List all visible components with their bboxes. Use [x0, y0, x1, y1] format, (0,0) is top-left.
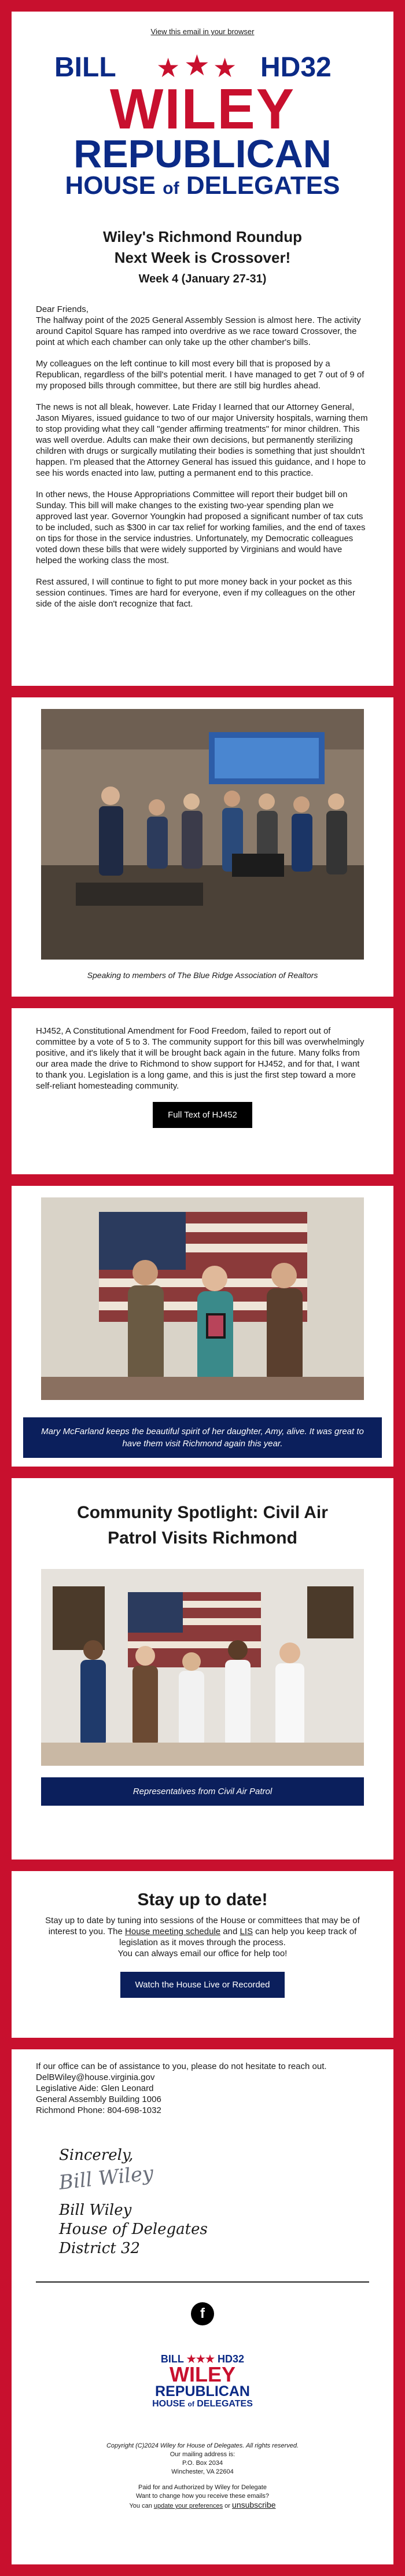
- contact-card: [12, 2049, 393, 2564]
- signoff-district: District 32: [59, 2240, 141, 2257]
- spotlight-title: Community Spotlight: Civil Air Patrol Visits Richmond: [77, 1503, 328, 1548]
- logo-wiley: WILEY: [109, 77, 296, 141]
- sincerely: Sincerely,: [59, 2147, 134, 2164]
- hj452-full-text-button[interactable]: Full Text of HJ452: [153, 1102, 252, 1128]
- stay-title: Stay up to date!: [137, 1890, 268, 1909]
- footer-legal: [12, 2442, 393, 2511]
- stay-up-to-date-card: [12, 1871, 393, 2038]
- header-card: [12, 12, 393, 686]
- update-preferences-link[interactable]: update your preferences: [153, 2502, 223, 2509]
- spotlight-caption: Representatives from Civil Air Patrol: [41, 1777, 364, 1806]
- stay-text: Stay up to date by tuning into sessions of the House or committees that may be of interest to you. The House meeting schedule and LIS can help you keep track of legislation as it moves through the process.: [45, 1916, 360, 1947]
- newsletter-week: Week 4 (January 27-31): [138, 273, 267, 285]
- hj452-text: HJ452, A Constitutional Amendment for Food Freedom, failed to report out of committee by a vote of 5 to 3. The community support for this bill was overwhelmingly positive, and it's likely that it will be brought back again in the future. Many folks from our area made the drive to Richmond to show support for HJ452, and for that, I want to thank you. Legislation is a long game, and this is just the first step toward a more self-reliant homesteading community.: [36, 1026, 365, 1091]
- signoff-name: Bill Wiley: [59, 2202, 132, 2219]
- newsletter-title: Wiley's Richmond Roundup: [103, 228, 302, 245]
- campaign-logo: [41, 49, 365, 202]
- star-icon: ★: [184, 49, 210, 82]
- realtors-photo-scene: [41, 709, 364, 960]
- city: Winchester, VA 22604: [171, 2468, 234, 2475]
- civil-air-patrol-photo: [41, 1569, 364, 1766]
- copyright: Copyright (C)2024 Wiley for House of Delegates. All rights reserved.: [106, 2442, 299, 2449]
- hj452-card: [12, 1008, 393, 1174]
- office-address: General Assembly Building 1006: [36, 2094, 161, 2104]
- handwritten-signature: Bill Wiley: [57, 2161, 155, 2195]
- paid-for: Paid for and Authorized by Wiley for Delegate: [138, 2484, 267, 2491]
- logo-house-of-delegates: HOUSE of DELEGATES: [65, 171, 340, 200]
- divider: [36, 2281, 369, 2283]
- star-icon: ★: [213, 53, 237, 83]
- photo1-caption: Speaking to members of The Blue Ridge Association of Realtors: [87, 971, 318, 980]
- newsletter-subtitle: Next Week is Crossover!: [114, 249, 291, 266]
- civil-air-patrol-photo-scene: [41, 1569, 364, 1766]
- signoff: [12, 2116, 393, 2258]
- mcfarland-photo: [41, 1197, 364, 1400]
- logo-republican: REPUBLICAN: [73, 132, 332, 176]
- greeting: Dear Friends,: [36, 304, 89, 314]
- footer-logo: BILL ★★★ HD32 WILEY REPUBLICAN HOUSE of DELEGATES: [152, 2353, 253, 2409]
- watch-house-live-button[interactable]: Watch the House Live or Recorded: [120, 1972, 285, 1998]
- lis-link[interactable]: LIS: [240, 1927, 253, 1936]
- po-box: P.O. Box 2034: [182, 2460, 223, 2467]
- body-paragraph: The halfway point of the 2025 General Assembly Session is almost here. The activity around Capitol Square has ramped into overdrive as we race toward Crossover, the point at which each chamber can only take up the other chamber's bills.: [36, 315, 361, 347]
- logo-bill: BILL: [54, 52, 116, 83]
- logo-district: HD32: [260, 52, 332, 83]
- spotlight-card: [12, 1478, 393, 1860]
- mailing-label: Our mailing address is:: [170, 2451, 235, 2458]
- stay-email-note: You can always email our office for help too!: [117, 1949, 288, 1958]
- signoff-house: House of Delegates: [59, 2221, 208, 2238]
- star-icon: ★: [156, 53, 181, 83]
- legislative-aide: Legislative Aide: Glen Leonard: [36, 2083, 154, 2093]
- unsubscribe-link[interactable]: unsubscribe: [232, 2500, 276, 2509]
- contact-intro: If our office can be of assistance to you, please do not hesitate to reach out.: [36, 2061, 327, 2071]
- body-paragraph: Rest assured, I will continue to fight to put more money back in your pocket as this session continues. Times are hard for everyone, even if my colleagues on the other side of the aisle don't recognize that fact.: [36, 577, 355, 609]
- contact-email[interactable]: DelBWiley@house.virginia.gov: [36, 2072, 155, 2082]
- facebook-icon[interactable]: f: [191, 2302, 214, 2325]
- photo1-card: [12, 697, 393, 997]
- photo2-caption: Mary McFarland keeps the beautiful spirit of her daughter, Amy, alive. It was great to have them visit Richmond again this year.: [23, 1417, 382, 1458]
- change-prefs-note: Want to change how you receive these emails?: [135, 2493, 270, 2500]
- mcfarland-photo-scene: [41, 1197, 364, 1400]
- preferences-line: You can update your preferences or unsubscribe: [129, 2500, 276, 2509]
- house-meeting-schedule-link[interactable]: House meeting schedule: [125, 1927, 221, 1936]
- body-paragraph: The news is not all bleak, however. Late Friday I learned that our Attorney General, Jason Miyares, issued guidance to two of our major University hospitals, warning them to stop providing what they call "gender affirming treatments" for minor children. This was well overdue. Adults can make their own decisions, but permanently sterilizing children with drugs or surgically mutilating their bodies is something that just shouldn't happen. I'm pleased that the Attorney General has issued this guidance, and I hope to see his words enacted into law, putting a permanent end to this practice.: [36, 402, 368, 478]
- body-paragraph: My colleagues on the left continue to kill most every bill that is proposed by a Republican, regardless of the bill's potential merit. I have managed to get 7 out of 9 of my proposed bills through committee, but there are still big hurdles ahead.: [36, 359, 365, 391]
- richmond-phone: Richmond Phone: 804-698-1032: [36, 2105, 161, 2115]
- body-paragraph: In other news, the House Appropriations Committee will report their budget bill on Sunday. This bill will make changes to the existing two-year spending plan we approved last year. Governor Youngkin had proposed a significant number of tax cuts to be included, such as $300 in car tax relief for working families, and the end of taxes on tips for those in the service industries. Unfortunately, my Democratic colleagues voted down these bills that were widely supported by Virginians and would have helped the working class the most.: [36, 490, 366, 565]
- photo2-card: [12, 1186, 393, 1467]
- view-in-browser-link[interactable]: View this email in your browser: [150, 27, 255, 36]
- realtors-photo: [41, 709, 364, 960]
